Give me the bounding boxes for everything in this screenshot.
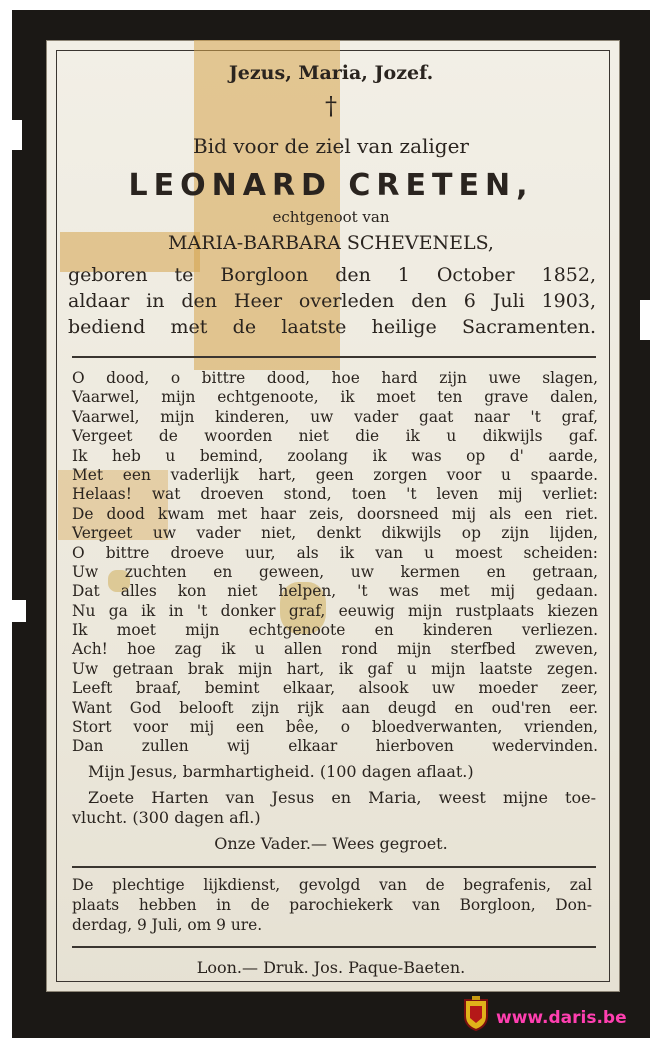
header-saints: Jezus, Maria, Jozef. — [228, 62, 434, 84]
poem-line: Met een vaderlijk hart, geen zorgen voor u spaarde. — [72, 465, 598, 484]
poem-line: Ach! hoe zag ik u allen rond mijn sterfbed zweven, — [72, 640, 598, 659]
poem-line: Stort voor mij een bêe, o bloedverwanten, vrienden, — [72, 718, 598, 737]
funeral-line: De plechtige lijkdienst, gevolgd van de begrafenis, zal — [72, 876, 592, 894]
prayer-jesus: Mijn Jesus, barmhartigheid. (100 dagen aflaat.) — [88, 762, 474, 781]
poem — [72, 369, 598, 757]
divider — [72, 866, 596, 868]
deceased-name: LEONARD CRETEN, — [128, 168, 534, 203]
poem-line: Leeft braaf, bemint elkaar, alsook uw moeder zeer, — [72, 679, 598, 698]
funeral-line: derdag, 9 Juli, om 9 ure. — [72, 916, 263, 934]
poem-line: Dat alles kon niet helpen, 't was met mij gedaan. — [72, 582, 598, 601]
printer-imprint: Loon.— Druk. Jos. Paque-Baeten. — [196, 958, 466, 977]
poem-line: O dood, o bittre dood, hoe hard zijn uwe slagen, — [72, 369, 598, 387]
poem-line: De dood kwam met haar zeis, doorsneed mij als een riet. — [72, 504, 598, 523]
spouse-name: MARIA-BARBARA SCHEVENELS, — [168, 232, 494, 254]
prayer-onze-vader: Onze Vader.— Wees gegroet. — [214, 834, 448, 853]
poem-line: Vergeet uw vader niet, denkt dikwijls op zijn lijden, — [72, 524, 598, 543]
poem-line: Uw zuchten en geween, uw kermen en getraan, — [72, 562, 598, 581]
cross-icon: † — [325, 92, 337, 120]
pray-line: Bid voor de ziel van zaliger — [193, 134, 469, 158]
birth-line: geboren te Borgloon den 1 October 1852, — [68, 264, 596, 286]
divider — [72, 946, 596, 948]
poem-line: Vergeet de woorden niet die ik u dikwijls gaf. — [72, 427, 598, 446]
sacraments-line: bediend met de laatste heilige Sacramenten. — [68, 316, 596, 338]
divider — [72, 356, 596, 358]
coat-of-arms-icon — [462, 996, 490, 1032]
poem-line: Vaarwel, mijn kinderen, uw vader gaat naar 't graf, — [72, 407, 598, 426]
site-watermark[interactable]: www.daris.be — [496, 1008, 627, 1028]
prayer-hearts-cont: vlucht. (300 dagen afl.) — [72, 808, 261, 827]
poem-line: O bittre droeve uur, als ik van u moest scheiden: — [72, 543, 598, 562]
poem-line: Want God belooft zijn rijk aan deugd en oud'ren eer. — [72, 698, 598, 717]
poem-line: Ik moet mijn echtgenoote en kinderen verliezen. — [72, 621, 598, 640]
spouse-intro: echtgenoot van — [272, 208, 390, 226]
poem-line: Ik heb u bemind, zoolang ik was op d' aarde, — [72, 446, 598, 465]
poem-line: Vaarwel, mijn echtgenoote, ik moet ten grave dalen, — [72, 388, 598, 407]
poem-line: Helaas! wat droeven stond, toen 't leven mij verliet: — [72, 485, 598, 504]
funeral-line: plaats hebben in de parochiekerk van Borgloon, Don- — [72, 896, 592, 914]
poem-line: Nu ga ik in 't donker graf, eeuwig mijn rustplaats kiezen — [72, 601, 598, 620]
prayer-hearts: Zoete Harten van Jesus en Maria, weest mijne toe- — [88, 788, 596, 807]
death-line: aldaar in den Heer overleden den 6 Juli 1903, — [68, 290, 596, 312]
border-chip — [12, 600, 26, 622]
border-chip — [640, 300, 650, 340]
poem-line: Uw getraan brak mijn hart, ik gaf u mijn laatste zegen. — [72, 659, 598, 678]
poem-line: Dan zullen wij elkaar hierboven wedervinden. — [72, 737, 598, 756]
